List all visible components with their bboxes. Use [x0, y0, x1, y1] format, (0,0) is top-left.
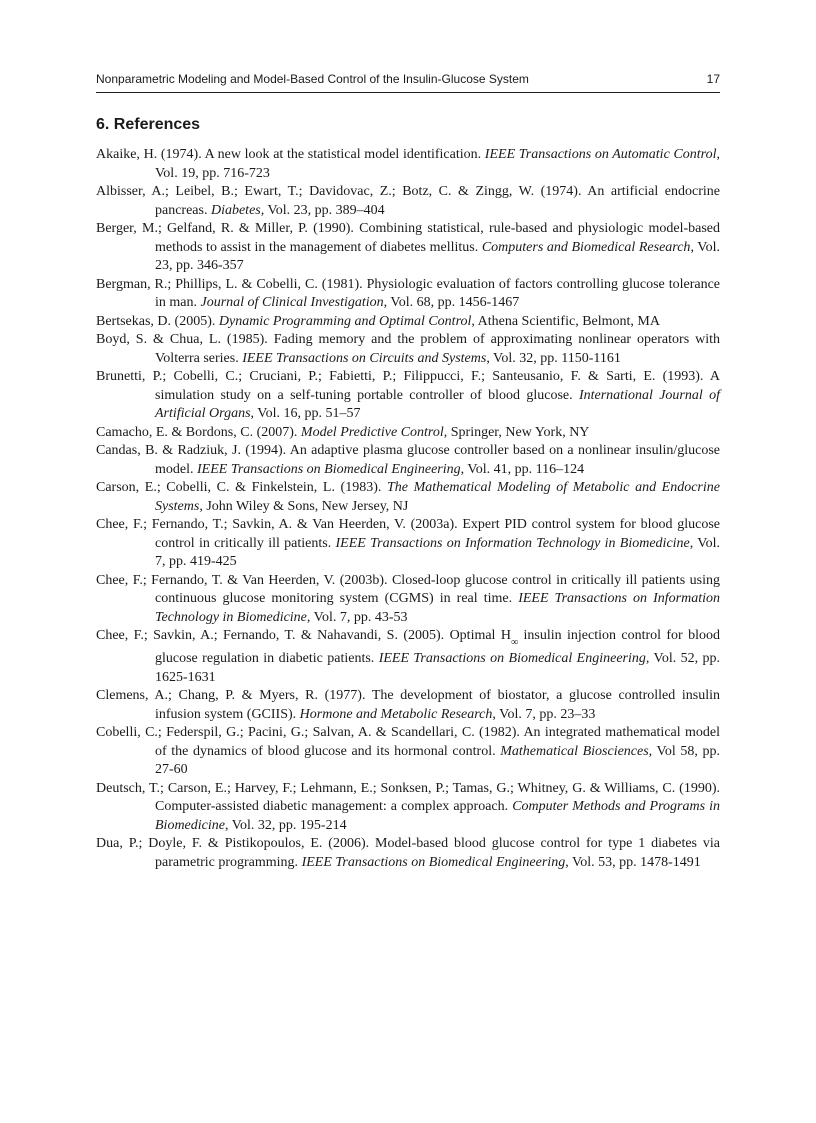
- reference-item: Boyd, S. & Chua, L. (1985). Fading memory and the problem of approximating nonlinear operators with Volterra series. IEEE Transactions on Circuits and Systems, Vol. 32, pp. 1150-1161: [96, 332, 720, 366]
- reference-item: Berger, M.; Gelfand, R. & Miller, P. (1990). Combining statistical, rule-based and physiologic model-based methods to assist in the management of diabetes mellitus. Computers and Biomedical Research, Vol. 23, pp. 346-357: [96, 221, 720, 273]
- page-number: 17: [706, 72, 720, 86]
- reference-item: Dua, P.; Doyle, F. & Pistikopoulos, E. (2006). Model-based blood glucose control for type 1 diabetes via parametric programming. IEEE Transactions on Biomedical Engineering, Vol. 53, pp. 1478-1491: [96, 836, 720, 870]
- reference-item: Akaike, H. (1974). A new look at the statistical model identification. IEEE Transactions on Automatic Control, Vol. 19, pp. 716-723: [96, 147, 721, 181]
- reference-item: Carson, E.; Cobelli, C. & Finkelstein, L. (1983). The Mathematical Modeling of Metabolic and Endocrine Systems, John Wiley & Sons, New Jersey, NJ: [96, 480, 720, 514]
- reference-item: Bertsekas, D. (2005). Dynamic Programming and Optimal Control, Athena Scientific, Belmont, MA: [96, 313, 660, 329]
- section-title: 6. References: [96, 116, 201, 133]
- reference-item: Chee, F.; Fernando, T.; Savkin, A. & Van Heerden, V. (2003a). Expert PID control system for blood glucose control in critically ill patients. IEEE Transactions on Information Technology in Biomedicine, Vol. 7, pp. 419-425: [96, 517, 721, 569]
- reference-item: Candas, B. & Radziuk, J. (1994). An adaptive plasma glucose controller based on a nonlinear insulin/glucose model. IEEE Transactions on Biomedical Engineering, Vol. 41, pp. 116–124: [96, 443, 720, 477]
- reference-item: Chee, F.; Fernando, T. & Van Heerden, V. (2003b). Closed-loop glucose control in critically ill patients using continuous glucose monitoring system (CGMS) in real time. IEEE Transactions on Information Technology in Biomedicine, Vol. 7, pp. 43-53: [96, 572, 720, 625]
- reference-item: Albisser, A.; Leibel, B.; Ewart, T.; Davidovac, Z.; Botz, C. & Zingg, W. (1974). An artificial endocrine pancreas. Diabetes, Vol. 23, pp. 389–404: [96, 184, 720, 218]
- infinity-subscript: ∞: [510, 636, 519, 648]
- running-title: Nonparametric Modeling and Model-Based Control of the Insulin-Glucose System: [96, 72, 529, 86]
- reference-item: Deutsch, T.; Carson, E.; Harvey, F.; Lehmann, E.; Sonksen, P.; Tamas, G.; Whitney, G. & Williams, C. (1990). Computer-assisted diabetic management: a complex approach. Computer Methods and Programs in Biomedicine, Vol. 32, pp. 195-214: [96, 780, 720, 833]
- reference-item: Camacho, E. & Bordons, C. (2007). Model Predictive Control, Springer, New York, NY: [96, 424, 590, 440]
- reference-item: Chee, F.; Savkin, A.; Fernando, T. & Nahavandi, S. (2005). Optimal $H_\infty$ insulin injection control for blood glucose regulation in diabetic patients. IEEE Transactions on Biomedical Engineering, Vol. 52, pp. 1625-1631: [96, 628, 720, 685]
- reference-item: Cobelli, C.; Federspil, G.; Pacini, G.; Salvan, A. & Scandellari, C. (1982). An integrated mathematical model of the dynamics of blood glucose and its hormonal control. Mathematical Biosciences, Vol 58, pp. 27-60: [96, 725, 720, 778]
- reference-list: [96, 146, 720, 872]
- reference-item: Brunetti, P.; Cobelli, C.; Cruciani, P.; Fabietti, P.; Filippucci, F.; Santeusanio, F. & Sarti, E. (1993). A simulation study on a self-tuning portable controller of blood glucose. International Journal of Artificial Organs, Vol. 16, pp. 51–57: [96, 369, 720, 421]
- reference-item: Bergman, R.; Phillips, L. & Cobelli, C. (1981). Physiologic evaluation of factors controlling glucose tolerance in man. Journal of Clinical Investigation, Vol. 68, pp. 1456-1467: [96, 276, 720, 310]
- running-header: [96, 70, 720, 93]
- reference-item: Clemens, A.; Chang, P. & Myers, R. (1977). The development of biostator, a glucose controlled insulin infusion system (GCIIS). Hormone and Metabolic Research, Vol. 7, pp. 23–33: [96, 688, 720, 722]
